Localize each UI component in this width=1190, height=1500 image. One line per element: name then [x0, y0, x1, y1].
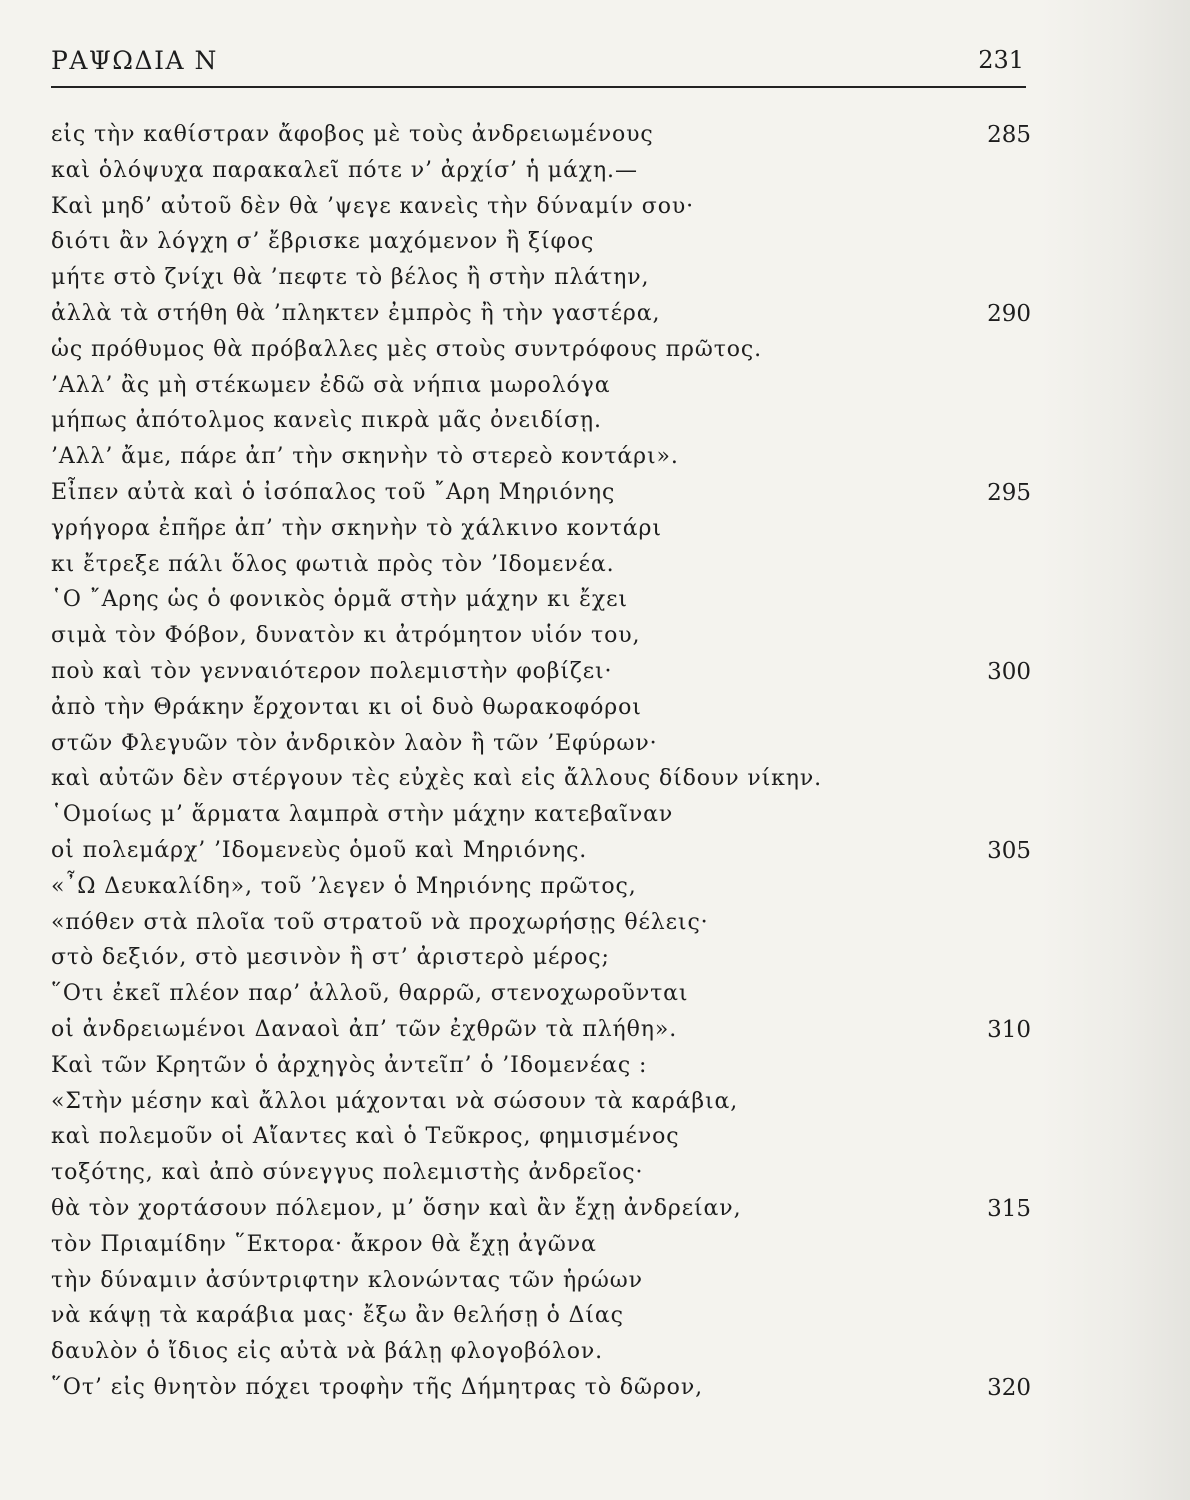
- verse-text: σιμὰ τὸν Φόβον, δυνατὸν κι ἀτρόμητον υἱόν του,: [51, 623, 641, 649]
- verse-line: [51, 977, 1031, 1011]
- verse-line: [51, 1264, 1031, 1298]
- verse-line: [51, 1228, 1031, 1262]
- verse-text: ποὺ καὶ τὸν γενναιότερον πολεμιστὴν φοβίζει·: [51, 659, 613, 684]
- verse-text: τοξότης, καὶ ἀπὸ σύνεγγυς πολεμιστὴς ἀνδρεῖος·: [51, 1160, 644, 1186]
- verse-text: καὶ πολεμοῦν οἱ Αἴαντες καὶ ὁ Τεῦκρος, φημισμένος: [51, 1124, 680, 1150]
- verse-text: γρήγορα ἐπῆρε ἀπ’ τὴν σκηνὴν τὸ χάλκινο κοντάρι: [51, 515, 662, 541]
- verse-line: [51, 619, 1031, 653]
- verse-text: μήτε στὸ ζνίχι θὰ ’πεφτε τὸ βέλος ἢ στὴν πλάτην,: [51, 265, 650, 291]
- verse-text: ἀπὸ τὴν Θράκην ἔρχονται κι οἱ δυὸ θωρακοφόροι: [51, 694, 642, 720]
- verse-line: [51, 906, 1031, 940]
- verse-line: [51, 798, 1031, 832]
- verse-line: [51, 941, 1031, 975]
- page-number: 231: [978, 46, 1024, 74]
- verse-text: νὰ κάψῃ τὰ καράβια μας· ἔξω ἂν θελήσῃ ὁ Δίας: [51, 1303, 624, 1329]
- verse-text: εἰς τὴν καθίστραν ἄφοβος μὲ τοὺς ἀνδρειωμένους: [51, 122, 654, 147]
- verse-line: [51, 333, 1031, 367]
- verse-text: τὸν Πριαμίδην ῞Εκτορα· ἄκρον θὰ ἔχῃ ἀγῶνα: [51, 1231, 597, 1257]
- verse-line: [51, 225, 1031, 259]
- verse-line: [51, 655, 1031, 689]
- verse-line: [51, 297, 1031, 331]
- verse-text: διότι ἂν λόγχη σ’ ἔβρισκε μαχόμενον ἢ ξίφος: [51, 229, 595, 255]
- verse-line: [51, 476, 1031, 510]
- verse-text: καὶ αὐτῶν δὲν στέργουν τὲς εὐχὲς καὶ εἰς ἄλλους δίδουν νίκην.: [51, 766, 823, 792]
- verse-line-number: 285: [987, 122, 1031, 148]
- verse-text: «῏Ω Δευκαλίδη», τοῦ ’λεγεν ὁ Μηριόνης πρῶτος,: [51, 873, 637, 899]
- verse-text: τὴν δύναμιν ἀσύντριφτην κλονώντας τῶν ἡρώων: [51, 1267, 643, 1293]
- verse-line-number: 300: [987, 659, 1031, 685]
- verse-text: ῾Ο ῎Αρης ὡς ὁ φονικὸς ὁρμᾶ στὴν μάχην κι ἔχει: [51, 587, 628, 613]
- verse-line: [51, 1013, 1031, 1047]
- verse-line: [51, 154, 1031, 188]
- verse-text: Καὶ μηδ’ αὐτοῦ δὲν θὰ ’ψεγε κανεὶς τὴν δύναμίν σου·: [51, 193, 695, 219]
- verse-line: [51, 512, 1031, 546]
- verse-line: [51, 1156, 1031, 1190]
- verse-text: ῞Οτι ἐκεῖ πλέον παρ’ ἀλλοῦ, θαρρῶ, στενοχωροῦνται: [51, 981, 689, 1007]
- running-header-title: ΡΑΨΩΔΙΑ Ν: [51, 46, 218, 75]
- verse-line: [51, 762, 1031, 796]
- verse-text: καὶ ὁλόψυχα παρακαλεῖ πότε ν’ ἀρχίσ’ ἡ μάχη.—: [51, 157, 638, 183]
- verse-line: [51, 1371, 1031, 1405]
- verse-text: στὸ δεξιόν, στὸ μεσινὸν ἢ στ’ ἀριστερὸ μέρος;: [51, 945, 610, 971]
- verse-line: [51, 404, 1031, 438]
- verse-text: ῞Οτ’ εἰς θνητὸν πόχει τροφὴν τῆς Δήμητρας τὸ δῶρον,: [51, 1375, 703, 1400]
- verse-line: [51, 1085, 1031, 1119]
- verse-line: [51, 1049, 1031, 1083]
- verse-line-number: 315: [987, 1196, 1031, 1222]
- verse-text: ῾Ομοίως μ’ ἅρματα λαμπρὰ στὴν μάχην κατεβαῖναν: [51, 802, 674, 828]
- verse-text: Καὶ τῶν Κρητῶν ὁ ἀρχηγὸς ἀντεῖπ’ ὁ ’Ιδομενέας :: [51, 1052, 648, 1078]
- verse-line: [51, 548, 1031, 582]
- verse-line: [51, 1299, 1031, 1333]
- verse-text: «πόθεν στὰ πλοῖα τοῦ στρατοῦ νὰ προχωρήσῃς θέλεις·: [51, 909, 709, 935]
- verse-line-number: 320: [987, 1375, 1031, 1401]
- verse-line: [51, 870, 1031, 904]
- verse-text: μήπως ἀπότολμος κανεὶς πικρὰ μᾶς ὀνειδίσῃ.: [51, 408, 602, 434]
- verse-text: δαυλὸν ὁ ἴδιος εἰς αὐτὰ νὰ βάλῃ φλογοβόλον.: [51, 1339, 604, 1365]
- verse-line: [51, 583, 1031, 617]
- verse-text: οἱ πολεμάρχ’ ’Ιδομενεὺς ὁμοῦ καὶ Μηριόνης.: [51, 838, 588, 863]
- verse-line: [51, 440, 1031, 474]
- verse-text: ’Αλλ’ ἄμε, πάρε ἀπ’ τὴν σκηνὴν τὸ στερεὸ κοντάρι».: [51, 444, 679, 470]
- verse-line: [51, 834, 1031, 868]
- verse-line-number: 305: [987, 838, 1031, 864]
- verse-line: [51, 369, 1031, 403]
- verse-text: θὰ τὸν χορτάσουν πόλεμον, μ’ ὅσην καὶ ἂν ἔχῃ ἀνδρείαν,: [51, 1196, 742, 1221]
- verse-text: στῶν Φλεγυῶν τὸν ἀνδρικὸν λαὸν ἢ τῶν ’Εφύρων·: [51, 730, 658, 756]
- verse-text: ὡς πρόθυμος θὰ πρόβαλλες μὲς στοὺς συντρόφους πρῶτος.: [51, 336, 763, 362]
- verse-text: ἀλλὰ τὰ στήθη θὰ ’πληκτεν ἐμπρὸς ἢ τὴν γαστέρα,: [51, 301, 661, 326]
- verse-line: [51, 261, 1031, 295]
- verse-line: [51, 118, 1031, 152]
- verse-text: κι ἔτρεξε πάλι ὅλος φωτιὰ πρὸς τὸν ’Ιδομενέα.: [51, 551, 615, 577]
- verse-line-number: 290: [987, 301, 1031, 327]
- verse-line: [51, 190, 1031, 224]
- verse-text: «Στὴν μέσην καὶ ἄλλοι μάχονται νὰ σώσουν τὰ καράβια,: [51, 1088, 739, 1114]
- verse-line: [51, 1120, 1031, 1154]
- verse-line: [51, 691, 1031, 725]
- verse-text: Εἶπεν αὐτὰ καὶ ὁ ἰσόπαλος τοῦ ῎Αρη Μηριόνης: [51, 480, 616, 505]
- verse-text: ’Αλλ’ ἂς μὴ στέκωμεν ἐδῶ σὰ νήπια μωρολόγα: [51, 372, 611, 398]
- verse-line: [51, 1335, 1031, 1369]
- verse-line-number: 310: [987, 1017, 1031, 1043]
- verse-line: [51, 1192, 1031, 1226]
- verse-text: οἱ ἀνδρειωμένοι Δαναοὶ ἀπ’ τῶν ἐχθρῶν τὰ πλήθη».: [51, 1017, 678, 1042]
- verse-line: [51, 727, 1031, 761]
- verse-line-number: 295: [987, 480, 1031, 506]
